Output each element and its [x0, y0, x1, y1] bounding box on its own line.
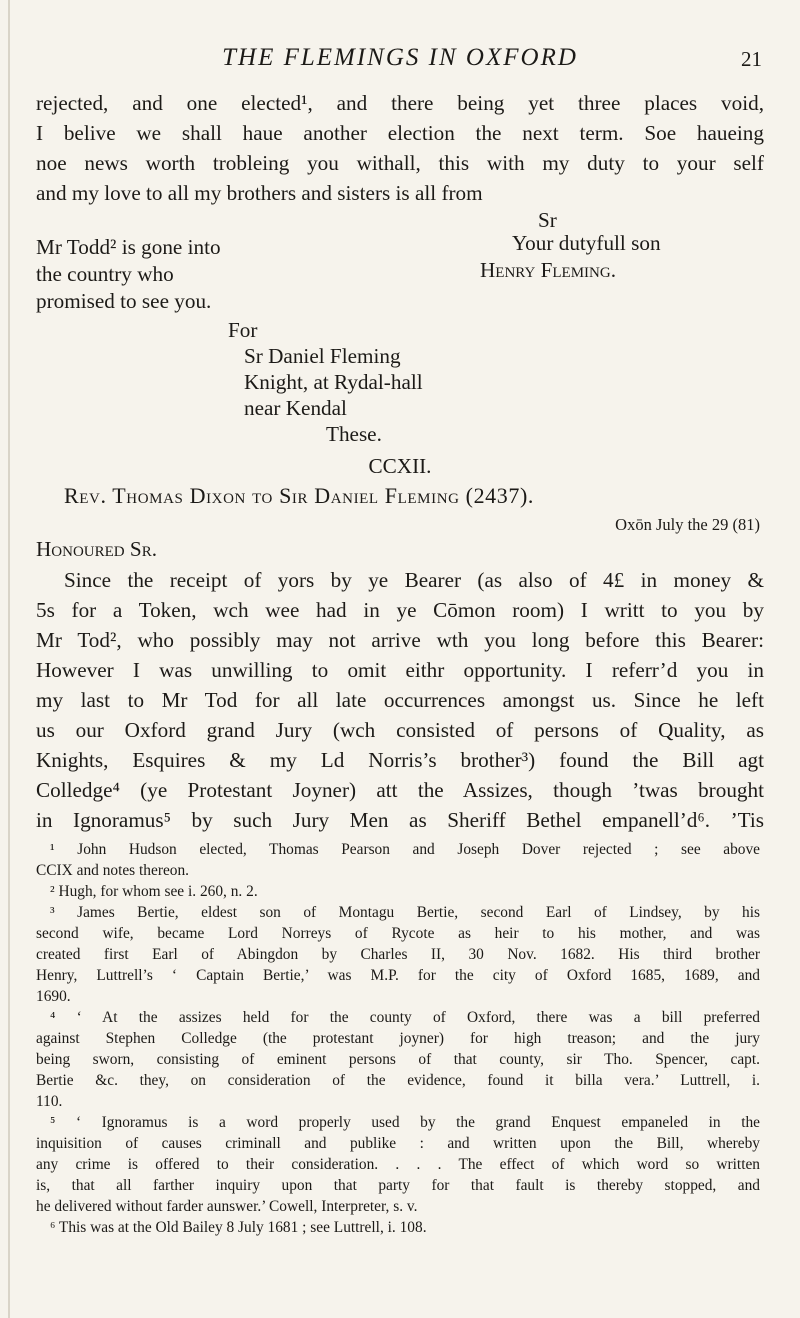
- footnote-line: any crime is offered to their consideration. . . . The effect of which word so written: [36, 1156, 760, 1173]
- footnote-line: Henry, Luttrell’s ‘ Captain Bertie,’ was M.P. for the city of Oxford 1685, 1689, and: [36, 967, 760, 984]
- footnote-line: 1690.: [36, 988, 71, 1005]
- footnote-line: ⁶ This was at the Old Bailey 8 July 1681 ; see Luttrell, i. 108.: [50, 1219, 427, 1236]
- footnote-line: created first Earl of Abingdon by Charles II, 30 Nov. 1682. His third brother: [36, 946, 760, 963]
- postscript-line: Mr Todd² is gone into: [36, 235, 221, 259]
- address-line: For: [228, 318, 258, 342]
- footnote-line: ⁴ ‘ At the assizes held for the county of Oxford, there was a bill preferred: [50, 1009, 760, 1026]
- body-line: in Ignoramus⁵ by such Jury Men as Sheriff Bethel empanell’d⁶. ’Tis: [36, 808, 764, 832]
- page-gutter: [8, 0, 10, 1318]
- running-head: [0, 44, 800, 78]
- footnote-line: against Stephen Colledge (the protestant joyner) for high treason; and the jury: [36, 1030, 760, 1047]
- footnote-line: ⁵ ‘ Ignoramus is a word properly used by the grand Enquest empaneled in the: [50, 1114, 760, 1131]
- body-line: Knights, Esquires & my Ld Norris’s brother³) found the Bill agt: [36, 748, 764, 772]
- address-line: Sr Daniel Fleming: [244, 344, 401, 368]
- footnote-line: being sworn, consisting of eminent persons of that county, sir Tho. Spencer, capt.: [36, 1051, 760, 1068]
- letter-line: I belive we shall haue another election the next term. Soe haueing: [36, 121, 764, 145]
- letter-line: and my love to all my brothers and sisters is all from: [36, 181, 483, 205]
- address-line: These.: [326, 422, 382, 446]
- salutation-sr: Sr: [538, 208, 557, 232]
- footnote-line: is, that all farther inquiry upon that party for that fault is thereby stopped, and: [36, 1177, 760, 1194]
- postscript-line: promised to see you.: [36, 289, 212, 313]
- footnote-line: 110.: [36, 1093, 63, 1110]
- letter-line: noe news worth trobleing you withall, this with my duty to your self: [36, 151, 764, 175]
- letter-line: rejected, and one elected¹, and there being yet three places void,: [36, 91, 764, 115]
- footnote-line: CCIX and notes thereon.: [36, 862, 190, 879]
- body-line: Colledge⁴ (ye Protestant Joyner) att the Assizes, though ’twas brought: [36, 778, 764, 802]
- signature: Henry Fleming.: [480, 258, 617, 282]
- body-line: my last to Mr Tod for all late occurrences amongst us. Since he left: [36, 688, 764, 712]
- closing: Your dutyfull son: [512, 231, 661, 255]
- footnote-line: ² Hugh, for whom see i. 260, n. 2.: [50, 883, 258, 900]
- body-line: Mr Tod², who possibly may not arrive wth you long before this Bearer:: [36, 628, 764, 652]
- address-line: Knight, at Rydal-hall: [244, 370, 423, 394]
- footnote-line: ¹ John Hudson elected, Thomas Pearson and Joseph Dover rejected ; see above: [50, 841, 760, 858]
- footnote-line: inquisition of causes criminall and publike : and written upon the Bill, whereby: [36, 1135, 760, 1152]
- footnote-line: he delivered without farder aunswer.’ Cowell, Interpreter, s. v.: [36, 1198, 418, 1215]
- footnote-line: Bertie &c. they, on consideration of the evidence, found it billa vera.’ Luttrell, i.: [36, 1072, 760, 1089]
- footnote-line: ³ James Bertie, eldest son of Montagu Bertie, second Earl of Lindsey, by his: [50, 904, 760, 921]
- body-line: However I was unwilling to omit eithr opportunity. I referr’d you in: [36, 658, 764, 682]
- body-line: Since the receipt of yors by ye Bearer (as also of 4£ in money &: [64, 568, 764, 592]
- dateline: Oxōn July the 29 (81): [615, 515, 760, 534]
- page-number: 21: [741, 47, 762, 71]
- salutation: Honoured Sr.: [36, 537, 158, 561]
- running-title: THE FLEMINGS IN OXFORD: [222, 44, 578, 71]
- postscript-line: the country who: [36, 262, 174, 286]
- body-line: 5s for a Token, wch wee had in ye Cōmon room) I writt to you by: [36, 598, 764, 622]
- letter-title: Rev. Thomas Dixon to Sir Daniel Fleming (2437).: [64, 483, 535, 508]
- letter-number: CCXII.: [368, 454, 432, 478]
- address-line: near Kendal: [244, 396, 347, 420]
- body-line: us our Oxford grand Jury (wch consisted of persons of Quality, as: [36, 718, 764, 742]
- footnote-line: second wife, became Lord Norreys of Rycote as heir to his mother, and was: [36, 925, 760, 942]
